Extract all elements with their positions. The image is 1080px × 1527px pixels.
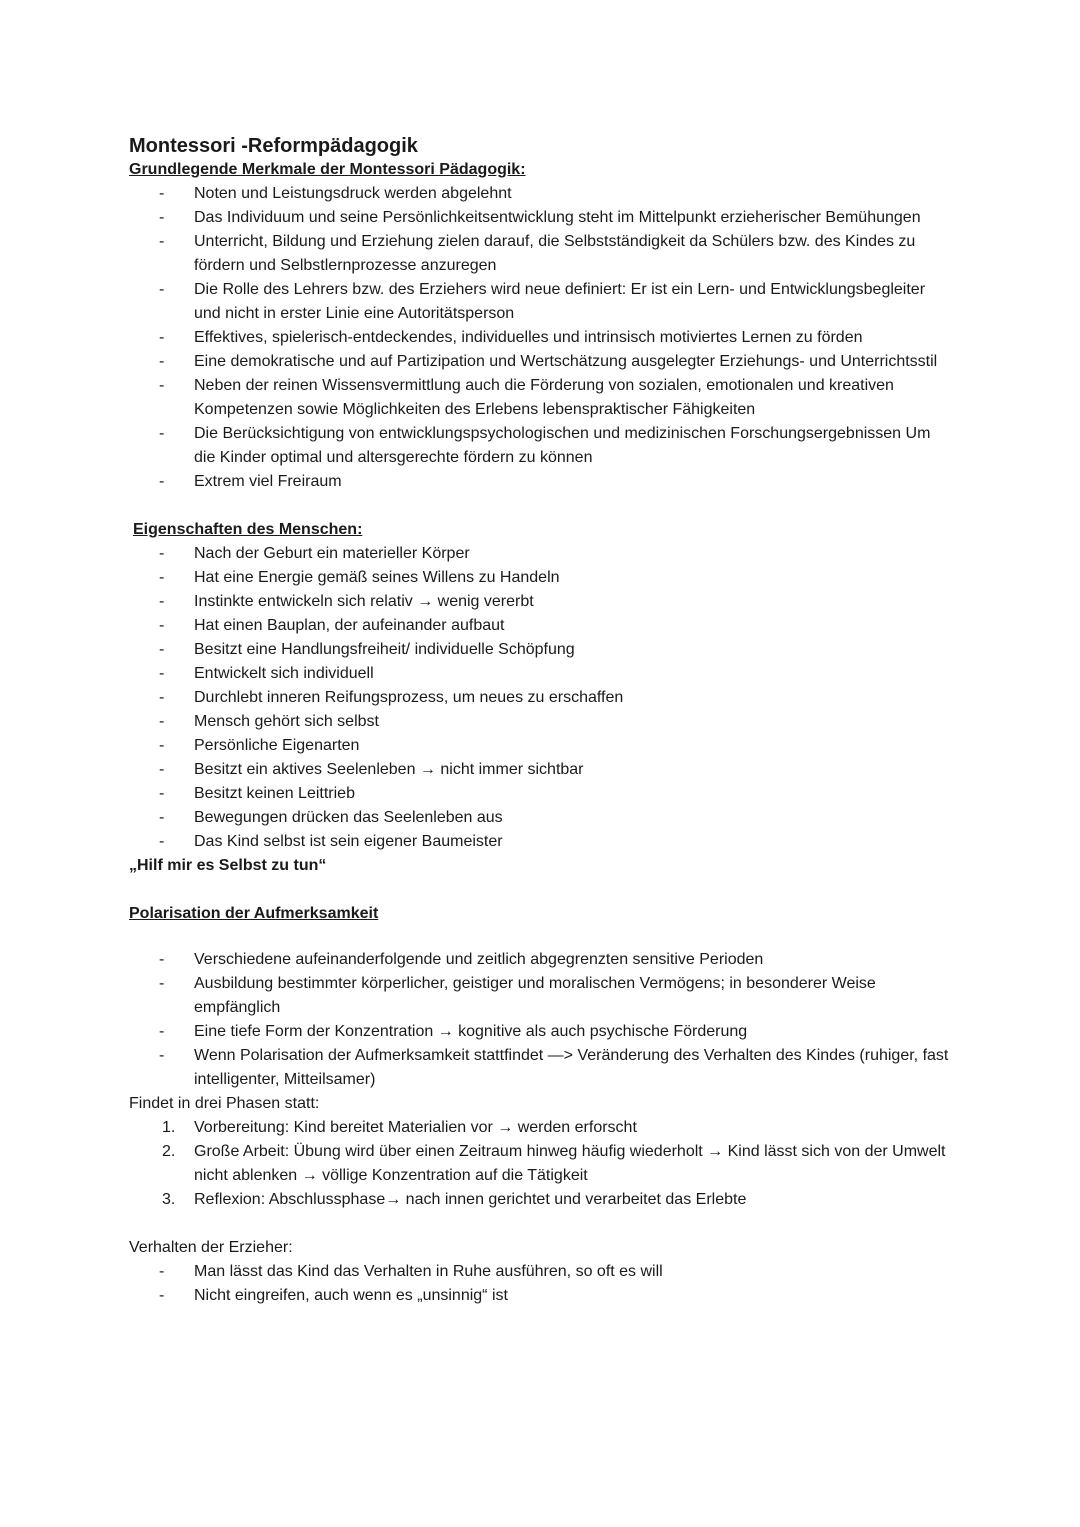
list-item (129, 614, 949, 638)
list-item-text: Entwickelt sich individuell (194, 665, 374, 682)
list-item (129, 972, 949, 1020)
dash-bullet: - (159, 1023, 165, 1040)
list-item-text: Hat einen Bauplan, der aufeinander aufbaut (194, 617, 505, 634)
list-item (129, 662, 949, 686)
list-item-text: Vorbereitung: Kind bereitet Materialien vor → werden erforscht (194, 1119, 637, 1136)
section-heading-merkmale: Grundlegende Merkmale der Montessori Pädagogik: (129, 161, 526, 178)
list-item (129, 638, 949, 662)
list-item (129, 948, 949, 972)
list-item-text: Instinkte entwickeln sich relativ → wenig vererbt (194, 593, 534, 610)
list-item-text: Mensch gehört sich selbst (194, 713, 379, 730)
dash-bullet: - (159, 185, 165, 202)
dash-bullet: - (159, 785, 165, 802)
list-item (129, 1188, 949, 1212)
spacer (129, 878, 949, 902)
bullet-list-erzieher (129, 1260, 949, 1308)
dash-bullet: - (159, 329, 165, 346)
list-item-text: Eine demokratische und auf Partizipation und Wertschätzung ausgelegter Erziehungs- und Unterrichtsstil (194, 353, 938, 370)
dash-bullet: - (159, 1263, 165, 1280)
dash-bullet: - (159, 473, 165, 490)
section-heading-eigenschaften: Eigenschaften des Menschen: (133, 521, 363, 538)
list-number: 1. (162, 1119, 176, 1136)
dash-bullet: - (159, 809, 165, 826)
list-item (129, 470, 949, 494)
list-item-text: Wenn Polarisation der Aufmerksamkeit stattfindet —> Veränderung des Verhalten des Kindes (ruhiger, fast intelligenter, Mitteilsamer) (194, 1047, 949, 1088)
bullet-list-merkmale (129, 182, 949, 494)
list-item-text: Bewegungen drücken das Seelenleben aus (194, 809, 503, 826)
list-item (129, 422, 949, 470)
list-item-text: Extrem viel Freiraum (194, 473, 342, 490)
document-content (129, 134, 949, 1308)
dash-bullet: - (159, 1287, 165, 1304)
dash-bullet: - (159, 233, 165, 250)
dash-bullet: - (159, 833, 165, 850)
list-item (129, 758, 949, 782)
dash-bullet: - (159, 1047, 165, 1064)
list-item (129, 566, 949, 590)
dash-bullet: - (159, 353, 165, 370)
list-item (129, 590, 949, 614)
list-item-text: Persönliche Eigenarten (194, 737, 360, 754)
list-item (129, 1020, 949, 1044)
list-item (129, 734, 949, 758)
dash-bullet: - (159, 737, 165, 754)
list-item-text: Neben der reinen Wissensvermittlung auch die Förderung von sozialen, emotionalen und kreativen Kompetenzen sowie Möglichkeiten des Erlebens lebenspraktischer Fähigkeiten (194, 377, 894, 418)
spacer (129, 494, 949, 518)
dash-bullet: - (159, 281, 165, 298)
spacer (129, 1212, 949, 1236)
list-item-text: Verschiedene aufeinanderfolgende und zeitlich abgegrenzten sensitive Perioden (194, 951, 764, 968)
list-item (129, 278, 949, 326)
section-heading-erzieher: Verhalten der Erzieher: (129, 1239, 293, 1256)
list-item-text: Das Kind selbst ist sein eigener Baumeister (194, 833, 503, 850)
list-item (129, 782, 949, 806)
list-item-text: Reflexion: Abschlussphase→ nach innen gerichtet und verarbeitet das Erlebte (194, 1191, 747, 1208)
spacer (129, 926, 949, 948)
list-item-text: Die Berücksichtigung von entwicklungspsychologischen und medizinischen Forschungsergebnissen Um die Kinder optimal und altersgerechte fördern zu können (194, 425, 931, 466)
bullet-list-polarisation (129, 948, 949, 1092)
list-item (129, 1140, 949, 1188)
list-item-text: Hat eine Energie gemäß seines Willens zu Handeln (194, 569, 560, 586)
list-item (129, 326, 949, 350)
phases-intro: Findet in drei Phasen statt: (129, 1095, 320, 1112)
list-item-text: Besitzt ein aktives Seelenleben → nicht immer sichtbar (194, 761, 584, 778)
dash-bullet: - (159, 377, 165, 394)
list-item-text: Besitzt eine Handlungsfreiheit/ individuelle Schöpfung (194, 641, 575, 658)
list-item (129, 206, 949, 230)
list-item-text: Man lässt das Kind das Verhalten in Ruhe ausführen, so oft es will (194, 1263, 663, 1280)
list-item-text: Das Individuum und seine Persönlichkeitsentwicklung steht im Mittelpunkt erzieherischer Bemühungen (194, 209, 921, 226)
list-item-text: Unterricht, Bildung und Erziehung zielen darauf, die Selbstständigkeit da Schülers bzw. des Kindes zu fördern und Selbstlernprozesse anzuregen (194, 233, 916, 274)
dash-bullet: - (159, 425, 165, 442)
section-heading-polarisation: Polarisation der Aufmerksamkeit (129, 905, 379, 922)
list-item-text: Große Arbeit: Übung wird über einen Zeitraum hinweg häufig wiederholt → Kind lässt sich von der Umwelt nicht ablenken → völlige Konzentration auf die Tätigkeit (194, 1143, 946, 1184)
list-number: 2. (162, 1143, 176, 1160)
list-item-text: Nach der Geburt ein materieller Körper (194, 545, 470, 562)
list-item-text: Effektives, spielerisch-entdeckendes, individuelles und intrinsisch motiviertes Lernen zu förden (194, 329, 863, 346)
dash-bullet: - (159, 761, 165, 778)
list-item (129, 1044, 949, 1092)
dash-bullet: - (159, 665, 165, 682)
list-item (129, 1284, 949, 1308)
list-item-text: Durchlebt inneren Reifungsprozess, um neues zu erschaffen (194, 689, 624, 706)
dash-bullet: - (159, 545, 165, 562)
list-item (129, 806, 949, 830)
list-item (129, 1116, 949, 1140)
quote-line: „Hilf mir es Selbst zu tun“ (129, 857, 327, 874)
list-item (129, 230, 949, 278)
numbered-list-phases (129, 1116, 949, 1212)
dash-bullet: - (159, 975, 165, 992)
dash-bullet: - (159, 569, 165, 586)
list-item (129, 710, 949, 734)
list-item-text: Die Rolle des Lehrers bzw. des Erziehers wird neue definiert: Er ist ein Lern- und Entwicklungsbegleiter und nicht in erster Linie eine Autoritätsperson (194, 281, 926, 322)
list-item-text: Eine tiefe Form der Konzentration → kognitive als auch psychische Förderung (194, 1023, 748, 1040)
dash-bullet: - (159, 617, 165, 634)
list-item-text: Noten und Leistungsdruck werden abgelehnt (194, 185, 512, 202)
list-item (129, 1260, 949, 1284)
dash-bullet: - (159, 593, 165, 610)
list-item (129, 830, 949, 854)
list-item-text: Ausbildung bestimmter körperlicher, geistiger und moralischen Vermögens; in besonderer Weise empfänglich (194, 975, 876, 1016)
list-item-text: Nicht eingreifen, auch wenn es „unsinnig“ ist (194, 1287, 508, 1304)
dash-bullet: - (159, 209, 165, 226)
dash-bullet: - (159, 689, 165, 706)
list-item (129, 686, 949, 710)
list-item (129, 350, 949, 374)
list-number: 3. (162, 1191, 176, 1208)
bullet-list-eigenschaften (129, 542, 949, 854)
page-title: Montessori -Reformpädagogik (129, 135, 418, 157)
dash-bullet: - (159, 713, 165, 730)
dash-bullet: - (159, 641, 165, 658)
list-item (129, 374, 949, 422)
dash-bullet: - (159, 951, 165, 968)
list-item (129, 542, 949, 566)
list-item-text: Besitzt keinen Leittrieb (194, 785, 355, 802)
list-item (129, 182, 949, 206)
